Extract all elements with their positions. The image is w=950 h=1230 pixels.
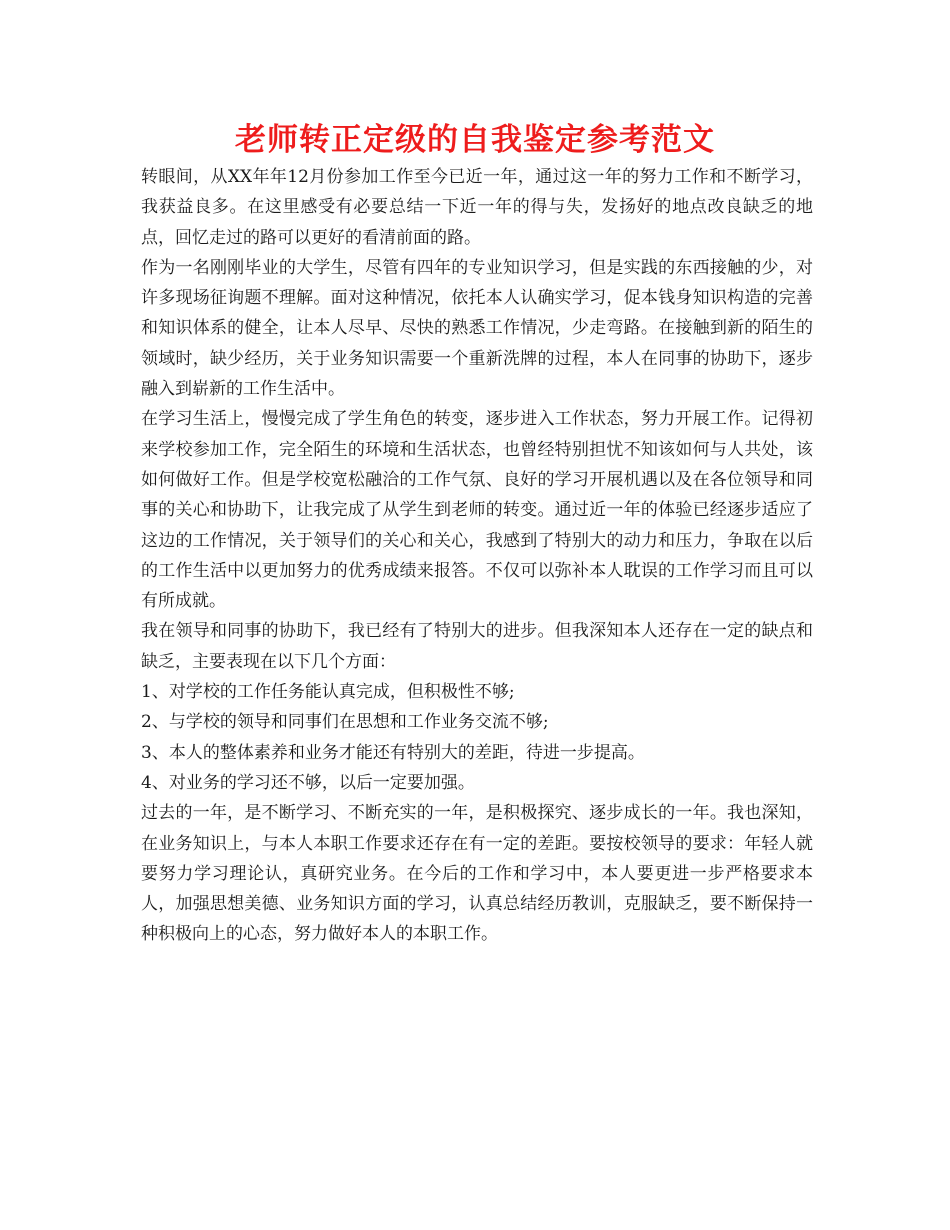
paragraph-learning: 作为一名刚刚毕业的大学生，尽管有四年的专业知识学习，但是实践的东西接触的少，对许多现场征询题不理解。面对这种情况，依托本人认确实学习，促本钱身知识构造的完善和知识体系的健全，让本人尽早、尽快的熟悉工作情况，少走弯路。在接触到新的陌生的领域时，缺少经历，关于业务知识需要一个重新洗牌的过程，本人在同事的协助下，逐步融入到崭新的工作生活中。 — [141, 257, 813, 400]
list-item-3: 3、本人的整体素养和业务才能还有特别大的差距，待进一步提高。 — [141, 742, 645, 763]
document-title: 老师转正定级的自我鉴定参考范文 — [235, 122, 715, 158]
list-item-2: 2、与学校的领导和同事们在思想和工作业务交流不够; — [141, 712, 549, 733]
document-body — [141, 162, 813, 950]
list-item-4: 4、对业务的学习还不够，以后一定要加强。 — [141, 772, 475, 793]
paragraph-role-change: 在学习生活上，慢慢完成了学生角色的转变，逐步进入工作状态，努力开展工作。记得初来学校参加工作，完全陌生的环境和生活状态，也曾经特别担忧不知该如何与人共处，该如何做好工作。但是学校宽松融洽的工作气氛、良好的学习开展机遇以及在各位领导和同事的关心和协助下，让我完成了从学生到老师的转变。通过近一年的体验已经逐步适应了这边的工作情况，关于领导们的关心和关心，我感到了特别大的动力和压力，争取在以后的工作生活中以更加努力的优秀成绩来报答。不仅可以弥补本人耽误的工作学习而且可以有所成就。 — [141, 409, 813, 612]
list-item-1: 1、对学校的工作任务能认真完成，但积极性不够; — [141, 682, 515, 703]
paragraph-shortcomings-intro: 我在领导和同事的协助下，我已经有了特别大的进步。但我深知本人还存在一定的缺点和缺乏，主要表现在以下几个方面： — [141, 621, 813, 672]
paragraph-conclusion: 过去的一年，是不断学习、不断充实的一年，是积极探究、逐步成长的一年。我也深知，在业务知识上，与本人本职工作要求还存在有一定的差距。要按校领导的要求：年轻人就要努力学习理论认，真研究业务。在今后的工作和学习中，本人要更进一步严格要求本人，加强思想美德、业务知识方面的学习，认真总结经历教训，克服缺乏，要不断保持一种积极向上的心态，努力做好本人的本职工作。 — [141, 803, 813, 945]
paragraph-intro: 转眼间，从XX年年12月份参加工作至今已近一年，通过这一年的努力工作和不断学习，我获益良多。在这里感受有必要总结一下近一年的得与失，发扬好的地点改良缺乏的地点，回忆走过的路可以更好的看清前面的路。 — [141, 167, 813, 248]
